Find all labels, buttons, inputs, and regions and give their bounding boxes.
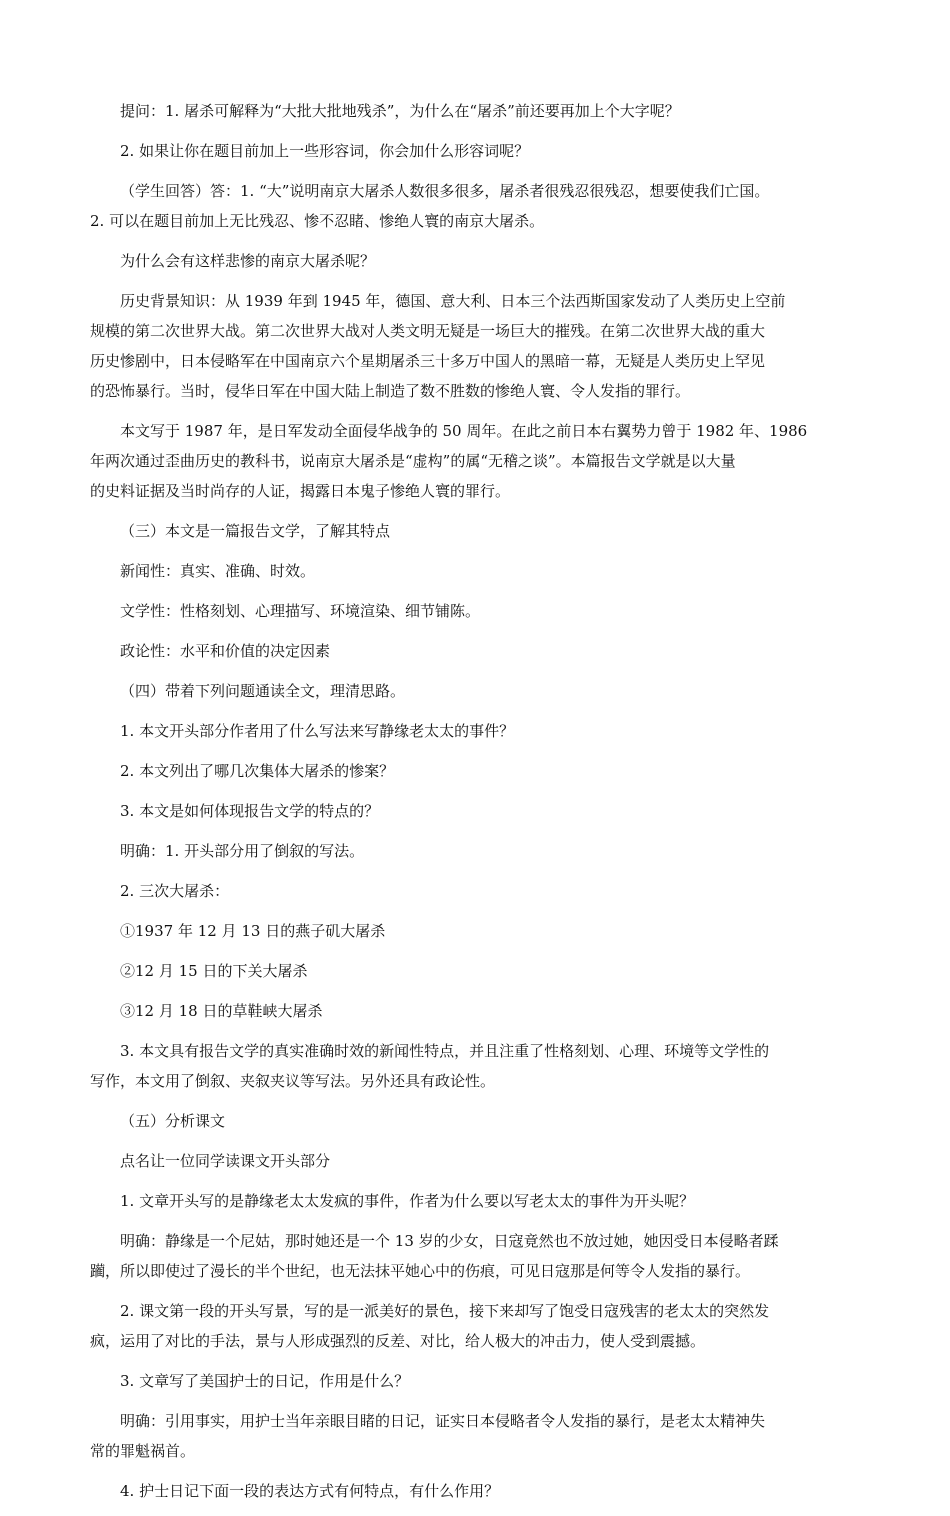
paragraph: [90, 956, 860, 986]
paragraph-line: 躏，所以即使过了漫长的半个世纪，也无法抹平她心中的伤痕，可见日寇那是何等令人发指的暴行。: [90, 1262, 751, 1280]
document-body: [90, 96, 860, 1516]
paragraph-line: 新闻性：真实、准确、时效。: [120, 562, 316, 580]
paragraph-line: 2. 本文列出了哪几次集体大屠杀的惨案？: [120, 762, 395, 780]
paragraph-line: 年两次通过歪曲历史的教科书，说南京大屠杀是“虚构”的属“无稽之谈”。本篇报告文学就是以大量: [90, 452, 736, 470]
paragraph-line: 3. 本文是如何体现报告文学的特点的？: [120, 802, 380, 820]
paragraph: [90, 596, 860, 626]
paragraph-line: 的恐怖暴行。当时，侵华日军在中国大陆上制造了数不胜数的惨绝人寰、令人发指的罪行。: [90, 382, 691, 400]
paragraph-line: 2. 如果让你在题目前加上一些形容词，你会加什么形容词呢？: [120, 142, 530, 160]
paragraph-line: 疯，运用了对比的手法，景与人形成强烈的反差、对比，给人极大的冲击力，使人受到震撼。: [90, 1332, 706, 1350]
paragraph: [90, 96, 860, 126]
paragraph: [90, 796, 860, 826]
paragraph-line: 2. 课文第一段的开头写景，写的是一派美好的景色，接下来却写了饱受日寇残害的老太太的突然发: [120, 1302, 770, 1320]
paragraph: [90, 916, 860, 946]
paragraph-line: 1. 本文开头部分作者用了什么写法来写静缘老太太的事件？: [120, 722, 515, 740]
paragraph-line: ①1937 年 12 月 13 日的燕子矶大屠杀: [120, 922, 386, 940]
paragraph-line: 2. 三次大屠杀：: [120, 882, 230, 900]
paragraph: [90, 676, 860, 706]
paragraph-line: 常的罪魁祸首。: [90, 1442, 196, 1460]
paragraph-line: 历史背景知识：从 1939 年到 1945 年，德国、意大利、日本三个法西斯国家发动了人类历史上空前: [120, 292, 786, 310]
paragraph-line: 规模的第二次世界大战。第二次世界大战对人类文明无疑是一场巨大的摧残。在第二次世界大战的重大: [90, 322, 766, 340]
paragraph: [90, 516, 860, 546]
paragraph-line: 4. 护士日记下面一段的表达方式有何特点，有什么作用？: [120, 1482, 500, 1500]
paragraph-line: （三）本文是一篇报告文学，了解其特点: [120, 522, 391, 540]
paragraph-line: 本文写于 1987 年，是日军发动全面侵华战争的 50 周年。在此之前日本右翼势力曾于 1982 年、1986: [120, 422, 808, 440]
paragraph: [90, 1036, 860, 1096]
paragraph-line: 明确：静缘是一个尼姑，那时她还是一个 13 岁的少女，日寇竟然也不放过她，她因受日本侵略者蹂: [120, 1232, 779, 1250]
paragraph-line: 3. 文章写了美国护士的日记，作用是什么？: [120, 1372, 410, 1390]
paragraph: [90, 1296, 860, 1356]
paragraph-line: 提问：1. 屠杀可解释为“大批大批地残杀”，为什么在“屠杀”前还要再加上个大字呢？: [120, 102, 680, 120]
paragraph: [90, 836, 860, 866]
paragraph-line: ③12 月 18 日的草鞋峡大屠杀: [120, 1002, 323, 1020]
paragraph: [90, 1366, 860, 1396]
paragraph-line: 1. 文章开头写的是静缘老太太发疯的事件，作者为什么要以写老太太的事件为开头呢？: [120, 1192, 695, 1210]
paragraph: [90, 1186, 860, 1216]
paragraph: [90, 246, 860, 276]
paragraph-line: 政论性：水平和价值的决定因素: [120, 642, 331, 660]
paragraph: [90, 1146, 860, 1176]
paragraph-line: 点名让一位同学读课文开头部分: [120, 1152, 331, 1170]
paragraph: [90, 1106, 860, 1136]
paragraph-line: （学生回答）答：1. “大”说明南京大屠杀人数很多很多，屠杀者很残忍很残忍，想要使我们亡国。: [120, 182, 770, 200]
paragraph-line: 历史惨剧中，日本侵略军在中国南京六个星期屠杀三十多万中国人的黑暗一幕，无疑是人类历史上罕见: [90, 352, 766, 370]
paragraph: [90, 176, 860, 236]
paragraph: [90, 286, 860, 406]
paragraph-line: 明确：引用事实，用护士当年亲眼目睹的日记，证实日本侵略者令人发指的暴行，是老太太精神失: [120, 1412, 766, 1430]
paragraph-line: 3. 本文具有报告文学的真实准确时效的新闻性特点，并且注重了性格刻划、心理、环境等文学性的: [120, 1042, 770, 1060]
paragraph-line: ②12 月 15 日的下关大屠杀: [120, 962, 308, 980]
paragraph: [90, 556, 860, 586]
paragraph: [90, 716, 860, 746]
paragraph: [90, 416, 860, 506]
paragraph-line: （四）带着下列问题通读全文，理清思路。: [120, 682, 406, 700]
paragraph-line: 明确：1. 开头部分用了倒叙的写法。: [120, 842, 365, 860]
paragraph-line: 2. 可以在题目前加上无比残忍、惨不忍睹、惨绝人寰的南京大屠杀。: [90, 212, 545, 230]
paragraph: [90, 1406, 860, 1466]
paragraph-line: 的史料证据及当时尚存的人证，揭露日本鬼子惨绝人寰的罪行。: [90, 482, 511, 500]
paragraph: [90, 876, 860, 906]
paragraph: [90, 756, 860, 786]
paragraph: [90, 1226, 860, 1286]
paragraph: [90, 136, 860, 166]
paragraph: [90, 1476, 860, 1506]
paragraph-line: （五）分析课文: [120, 1112, 226, 1130]
paragraph-line: 写作，本文用了倒叙、夹叙夹议等写法。另外还具有政论性。: [90, 1072, 496, 1090]
paragraph: [90, 996, 860, 1026]
paragraph: [90, 636, 860, 666]
paragraph-line: 文学性：性格刻划、心理描写、环境渲染、细节铺陈。: [120, 602, 481, 620]
paragraph-line: 为什么会有这样悲惨的南京大屠杀呢？: [120, 252, 376, 270]
